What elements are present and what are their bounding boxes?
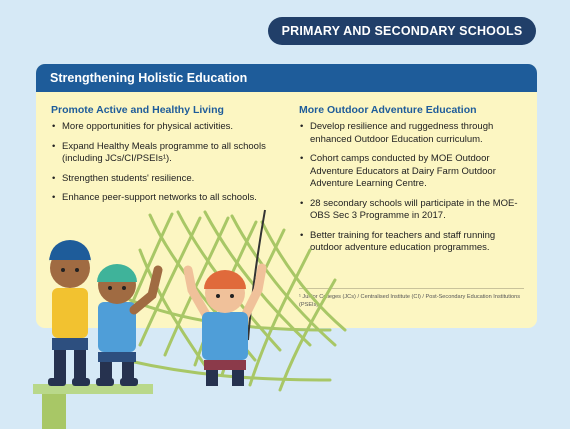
- list-item: • More opportunities for physical activities.: [51, 121, 279, 134]
- list-item: • Develop resilience and ruggedness through enhanced Outdoor Education curriculum.: [299, 121, 529, 146]
- kid-left-figure: [48, 240, 91, 386]
- list-item: • 28 secondary schools will participate in the MOE-OBS Sec 3 Programme in 2017.: [299, 198, 529, 223]
- wooden-platform: [33, 384, 153, 429]
- section-header-pill: PRIMARY AND SECONDARY SCHOOLS: [268, 17, 536, 45]
- right-column-heading: More Outdoor Adventure Education: [299, 104, 477, 116]
- list-item: • Better training for teachers and staff running outdoor adventure education programmes.: [299, 230, 529, 255]
- list-item: • Enhance peer-support networks to all schools.: [51, 192, 279, 205]
- footnote: ¹ Junior Colleges (JCs) / Centralised Institute (CI) / Post-Secondary Education Institutions (PSEIs): [299, 294, 521, 308]
- list-item: • Strengthen students' resilience.: [51, 173, 279, 186]
- card-title: Strengthening Holistic Education: [36, 64, 537, 92]
- left-column-heading: Promote Active and Healthy Living: [51, 104, 224, 116]
- list-item: • Cohort camps conducted by MOE Outdoor Adventure Educators at Dairy Farm Outdoor Adventure Learning Centre.: [299, 153, 529, 191]
- list-item: • Expand Healthy Meals programme to all schools (including JCs/CI/PSEIs¹).: [51, 141, 279, 166]
